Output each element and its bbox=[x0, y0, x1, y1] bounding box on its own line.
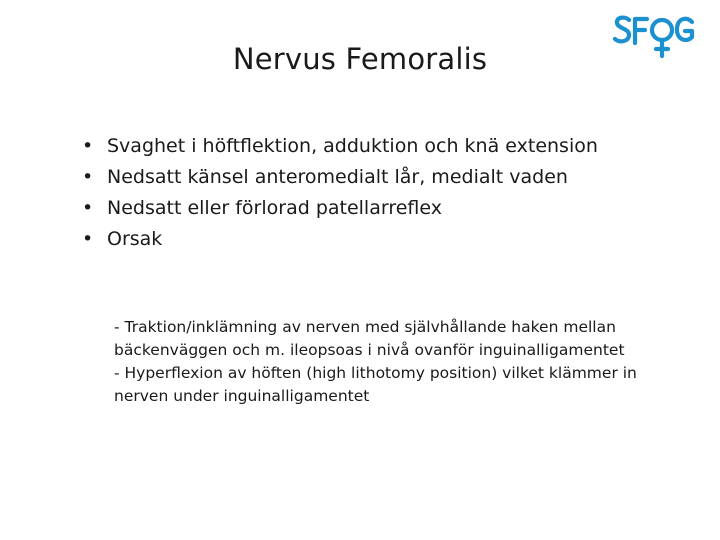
cause-details bbox=[114, 316, 654, 408]
bullet-item: • Svaghet i höftflektion, adduktion och knä extension bbox=[82, 134, 642, 159]
cause-detail-line: - Traktion/inklämning av nerven med självhållande haken mellan bäckenväggen och m. ileopsoas i nivå ovanför inguinalligamentet bbox=[114, 318, 625, 359]
bullet-item: • Nedsatt eller förlorad patellarreflex bbox=[82, 196, 642, 221]
bullet-item: • Nedsatt känsel anteromedialt lår, medialt vaden bbox=[82, 165, 642, 190]
slide-title: Nervus Femoralis bbox=[232, 42, 488, 76]
bullet-item: • Orsak bbox=[82, 227, 642, 252]
bullet-list bbox=[82, 134, 642, 258]
cause-detail-line: - Hyperflexion av höften (high lithotomy position) vilket klämmer in nerven under inguinalligamentet bbox=[114, 364, 637, 405]
